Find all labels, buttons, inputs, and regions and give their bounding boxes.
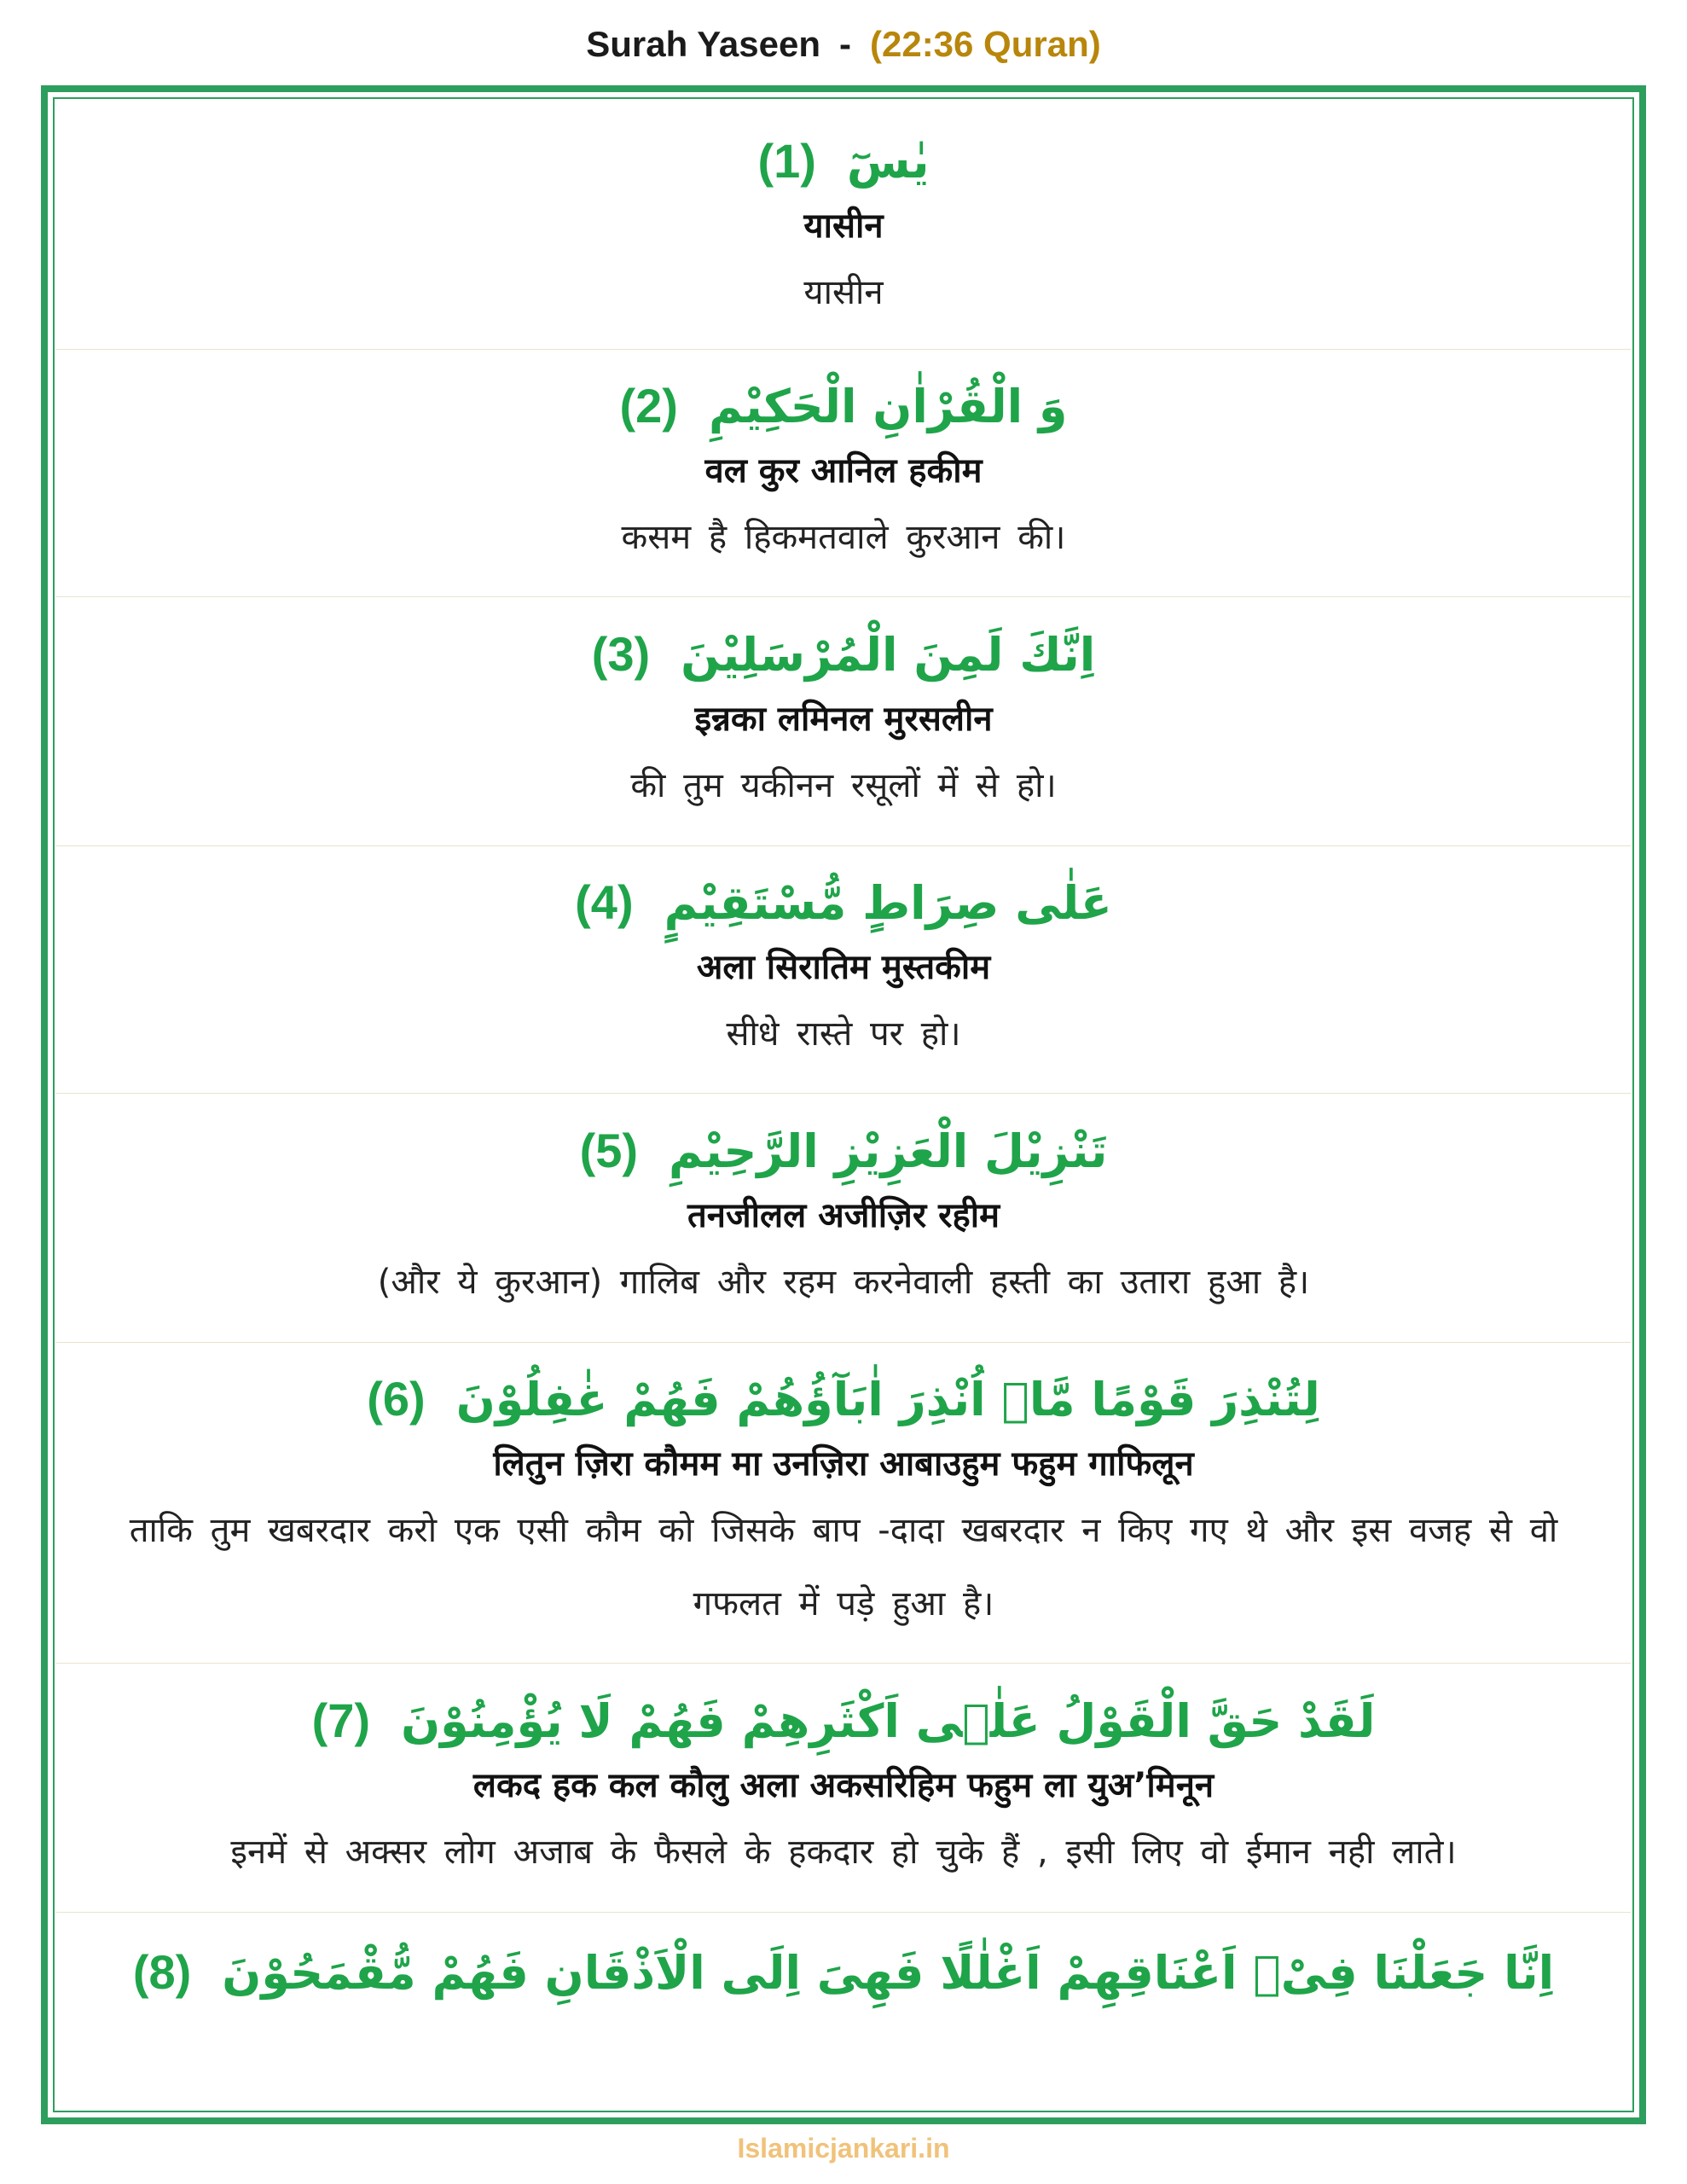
verse-number: (8) bbox=[132, 1944, 192, 1999]
verse-7 bbox=[56, 1664, 1631, 1913]
verse-transliteration: वल कुर आनिल हकीम bbox=[704, 451, 983, 491]
verse-arabic bbox=[620, 372, 1068, 441]
verse-number: (3) bbox=[591, 627, 651, 681]
verse-transliteration: अला सिरातिम मुस्तकीम bbox=[696, 948, 991, 987]
verse-1 bbox=[56, 107, 1631, 350]
verse-meaning: (और ये कुरआन) गालिब और रहम करनेवाली हस्ती का उतारा हुआ है। bbox=[377, 1263, 1310, 1302]
verse-4 bbox=[56, 846, 1631, 1094]
verse-number: (4) bbox=[575, 875, 634, 929]
arabic-text: اِنَّا جَعَلْنَا فِیْۤ اَعْنَاقِهِمْ اَغْلٰلًا فَهِیَ اِلَى الْاَذْقَانِ فَهُمْ مُّقْمَحُوْنَ bbox=[222, 1945, 1555, 2000]
verse-meaning: इनमें से अक्सर लोग अजाब के फैसले के हकदार हो चुके हैं , इसी लिए वो ईमान नही लाते। bbox=[230, 1833, 1457, 1872]
verse-arabic bbox=[575, 868, 1112, 938]
verse-transliteration: यासीन bbox=[803, 206, 884, 246]
verse-meaning: सीधे रास्ते पर हो। bbox=[726, 1014, 961, 1054]
verse-transliteration: लितुन ज़िरा कौमम मा उनज़िरा आबाउहुम फहुम गाफिलून bbox=[493, 1444, 1194, 1484]
verse-2 bbox=[56, 350, 1631, 597]
verse-arabic bbox=[592, 620, 1096, 689]
verse-arabic bbox=[367, 1365, 1320, 1434]
verse-arabic bbox=[133, 1938, 1554, 2007]
verse-arabic bbox=[580, 1117, 1108, 1186]
verse-5 bbox=[56, 1094, 1631, 1343]
verse-meaning: ताकि तुम खबरदार करो एक एसी कौम को जिसके बाप -दादा खबरदार न किए गए थे और इस वजह से वो गफलत में पड़े हुआ है। bbox=[129, 1511, 1558, 1623]
verse-number: (2) bbox=[619, 379, 678, 433]
verse-arabic bbox=[312, 1687, 1376, 1756]
verse-transliteration: इन्नका लमिनल मुरसलीन bbox=[694, 700, 993, 739]
arabic-text: وَ الْقُرْاٰنِ الْحَكِيْمِ bbox=[708, 380, 1068, 433]
arabic-text: لَقَدْ حَقَّ الْقَوْلُ عَلٰۤى اَكْثَرِهِمْ فَهُمْ لَا يُؤْمِنُوْنَ bbox=[401, 1694, 1376, 1748]
verse-8 bbox=[56, 1913, 1631, 2032]
arabic-text: تَنْزِيْلَ الْعَزِيْزِ الرَّحِيْمِ bbox=[669, 1124, 1108, 1178]
page-title: Surah Yaseen bbox=[586, 24, 820, 64]
verse-6 bbox=[56, 1343, 1631, 1664]
title-separator: - bbox=[838, 24, 851, 64]
arabic-text: اِنَّكَ لَمِنَ الْمُرْسَلِيْنَ bbox=[681, 628, 1096, 682]
arabic-text: لِتُنْذِرَ قَوْمًا مَّاۤ اُنْذِرَ اٰبَآؤُهُمْ فَهُمْ غٰفِلُوْنَ bbox=[455, 1373, 1320, 1426]
verse-meaning: यासीन bbox=[803, 273, 884, 312]
verse-meaning: कसम है हिकमतवाले कुरआन की। bbox=[621, 518, 1066, 557]
verse-number: (1) bbox=[757, 134, 816, 188]
arabic-text: يٰسٓ bbox=[846, 135, 930, 189]
verse-transliteration: लकद हक कल कौलु अला अकसरिहिम फहुम ला युअ’मिनून bbox=[472, 1766, 1215, 1805]
verse-3 bbox=[56, 597, 1631, 846]
verse-number: (5) bbox=[579, 1124, 639, 1177]
verse-list bbox=[56, 107, 1631, 2032]
verse-meaning: की तुम यकीनन रसूलों में से हो। bbox=[630, 766, 1057, 805]
verse-arabic bbox=[757, 127, 929, 196]
arabic-text: عَلٰى صِرَاطٍ مُّسْتَقِيْمٍ bbox=[664, 876, 1112, 930]
verse-number: (7) bbox=[311, 1693, 371, 1747]
verse-number: (6) bbox=[367, 1372, 426, 1426]
page-header bbox=[0, 24, 1687, 65]
page-subtitle: (22:36 Quran) bbox=[869, 24, 1101, 64]
verse-transliteration: तनजीलल अजीज़िर रहीम bbox=[687, 1196, 1000, 1235]
site-watermark: Islamicjankari.in bbox=[737, 2133, 950, 2164]
